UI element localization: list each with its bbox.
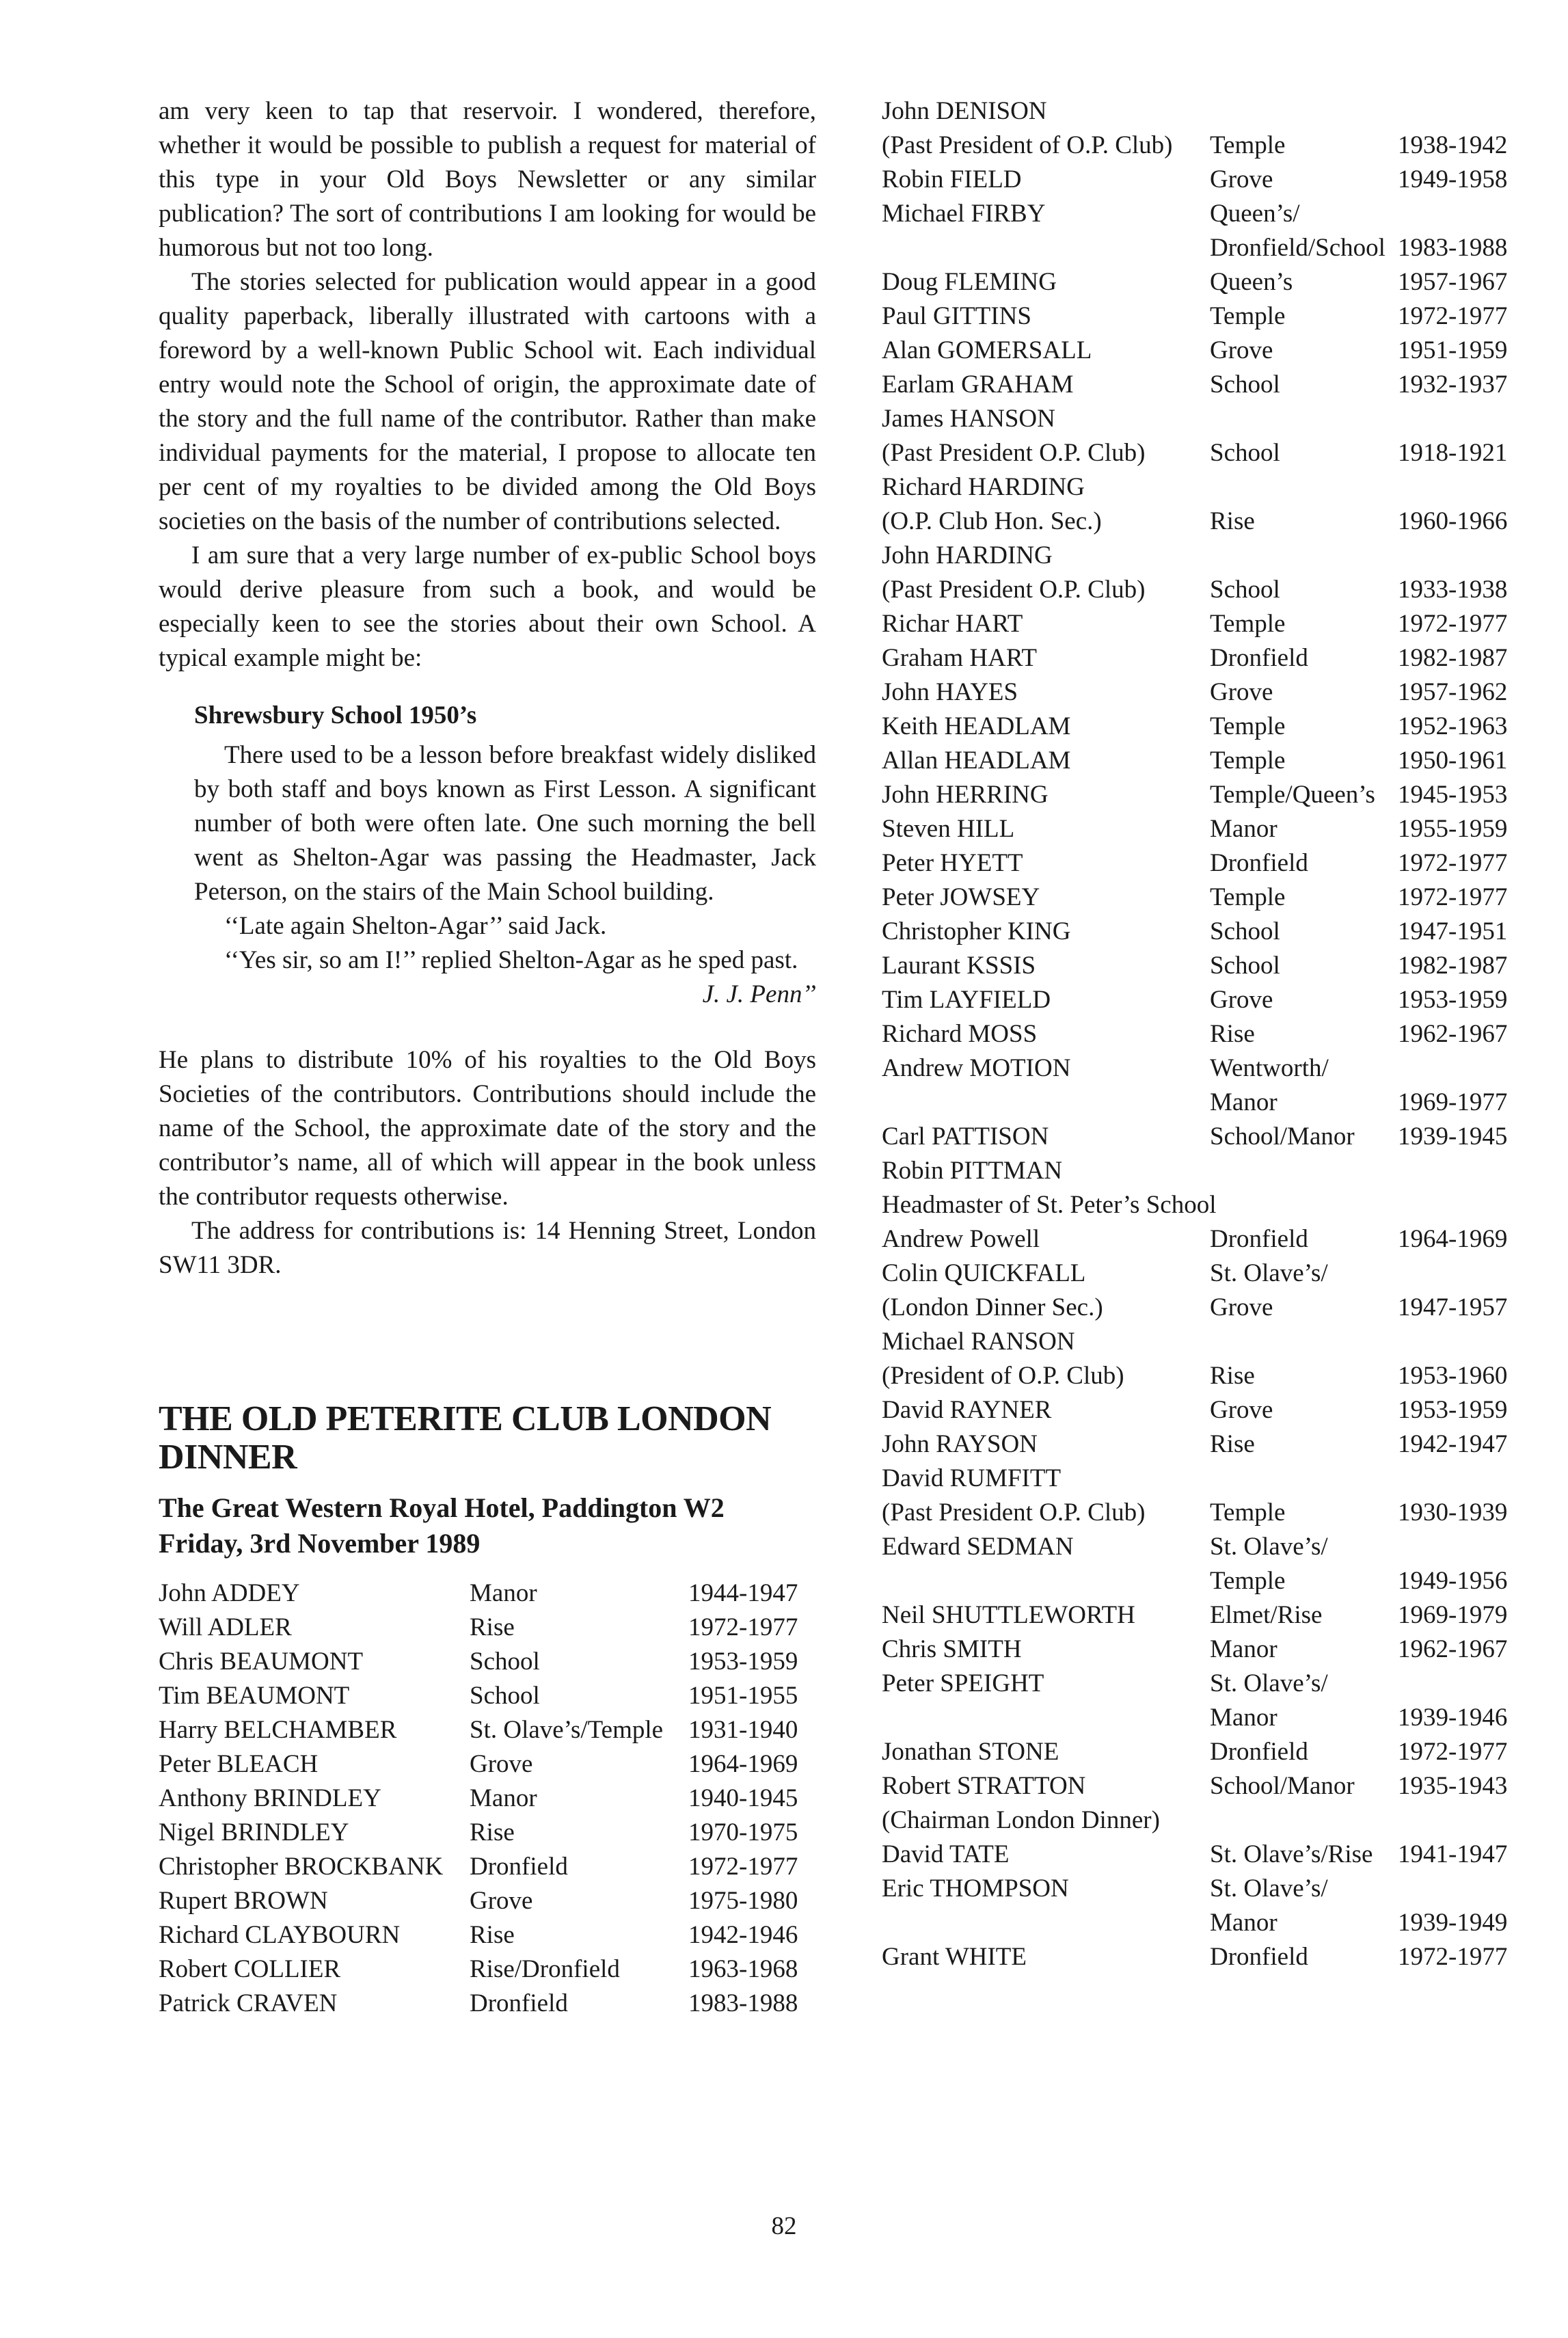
attendee-house: Temple	[1210, 747, 1286, 775]
attendee-years: 1951-1959	[1398, 336, 1508, 364]
attendee-years: 1945-1953	[1398, 781, 1508, 809]
attendee-house: Grove	[1210, 1293, 1273, 1321]
attendee-name: John HAYES	[882, 678, 1018, 706]
attendee-row	[159, 1952, 816, 1987]
attendee-house: Manor	[1210, 1909, 1278, 1937]
attendee-years: 1972-1977	[1398, 302, 1508, 330]
attendee-house: Temple	[1210, 883, 1286, 911]
attendee-years: 1955-1959	[1398, 815, 1508, 843]
attendee-years: 1972-1977	[1398, 883, 1508, 911]
attendee-house: Temple	[1210, 712, 1286, 740]
letter-paragraph-3: I am sure that a very large number of ex-public School boys would derive pleasure from such a book, and would be especially keen to see the stories about their own School. A typical example might be:	[159, 541, 816, 672]
attendee-row	[882, 1769, 1524, 1803]
attendee-name: Peter HYETT	[882, 849, 1023, 877]
attendee-name: Allan HEADLAM	[882, 747, 1071, 775]
attendee-years: 1972-1977	[1398, 849, 1508, 877]
example-story	[194, 699, 816, 1012]
attendee-row	[882, 539, 1524, 573]
attendee-house: School/Manor	[1210, 1772, 1355, 1800]
attendee-row	[882, 744, 1524, 778]
attendee-name: Robin FIELD	[882, 165, 1022, 193]
attendee-name: Tim LAYFIELD	[882, 986, 1051, 1014]
attendee-name: (O.P. Club Hon. Sec.)	[882, 507, 1102, 535]
attendee-years: 1972-1977	[688, 1853, 798, 1881]
attendee-house: Rise	[1210, 1430, 1255, 1458]
attendee-house: St. Olave’s/	[1210, 1259, 1328, 1287]
attendee-row	[882, 1496, 1524, 1530]
attendee-name: Headmaster of St. Peter’s School	[882, 1191, 1217, 1219]
attendee-years: 1949-1956	[1398, 1567, 1508, 1595]
attendee-house: Temple	[1210, 610, 1286, 638]
attendee-years: 1952-1963	[1398, 712, 1508, 740]
attendee-row	[882, 1803, 1524, 1838]
attendee-house: School	[1210, 439, 1280, 467]
attendee-house: Elmet/Rise	[1210, 1601, 1323, 1629]
attendee-years: 1953-1959	[1398, 1396, 1508, 1424]
attendee-house: Dronfield	[1210, 849, 1308, 877]
attendee-row	[882, 94, 1524, 129]
attendee-row	[159, 1713, 816, 1747]
attendee-years: 1940-1945	[688, 1784, 798, 1812]
attendee-row	[882, 1017, 1524, 1051]
closing-paragraph-2: The address for contributions is: 14 Henning Street, London SW11 3DR.	[159, 1217, 816, 1279]
attendee-row	[882, 915, 1524, 949]
attendee-row	[882, 299, 1524, 334]
attendee-house: Dronfield	[1210, 1738, 1308, 1766]
attendee-name: Michael RANSON	[882, 1328, 1075, 1356]
attendee-house: Dronfield	[1210, 644, 1308, 672]
attendee-name: Carl PATTISON	[882, 1123, 1049, 1151]
attendee-row	[882, 265, 1524, 299]
attendee-list-right	[882, 94, 1524, 1974]
attendee-name: John ADDEY	[159, 1579, 300, 1607]
attendee-name: Paul GITTINS	[882, 302, 1031, 330]
attendee-name: (Past President O.P. Club)	[882, 1499, 1146, 1527]
attendee-row	[882, 1598, 1524, 1632]
attendee-house: Grove	[470, 1887, 533, 1915]
attendee-house: School	[470, 1648, 540, 1676]
attendee-years: 1972-1977	[1398, 1738, 1508, 1766]
attendee-name: (Past President O.P. Club)	[882, 576, 1146, 604]
attendee-house: Manor	[470, 1579, 537, 1607]
attendee-name: Will ADLER	[159, 1613, 292, 1641]
attendee-years: 1947-1957	[1398, 1293, 1508, 1321]
attendee-row	[882, 129, 1524, 163]
attendee-name: Laurant KSSIS	[882, 952, 1036, 980]
attendee-row	[882, 1564, 1524, 1598]
attendee-years: 1942-1946	[688, 1921, 798, 1949]
attendee-name: Nigel BRINDLEY	[159, 1818, 349, 1846]
attendee-years: 1962-1967	[1398, 1635, 1508, 1663]
example-quote-2: ‘‘Yes sir, so am I!’’ replied Shelton-Agar as he sped past.	[224, 946, 798, 974]
attendee-row	[882, 1325, 1524, 1359]
attendee-house: Dronfield/School	[1210, 234, 1385, 262]
attendee-house: St. Olave’s/	[1210, 1875, 1328, 1903]
attendee-row	[882, 470, 1524, 505]
attendee-years: 1964-1969	[1398, 1225, 1508, 1253]
attendee-row	[159, 1645, 816, 1679]
attendee-name: Jonathan STONE	[882, 1738, 1059, 1766]
attendee-row	[882, 1427, 1524, 1462]
attendee-name: Tim BEAUMONT	[159, 1682, 350, 1710]
attendee-name: (President of O.P. Club)	[882, 1362, 1124, 1390]
attendee-name: Andrew MOTION	[882, 1054, 1071, 1082]
attendee-house: Rise	[470, 1613, 515, 1641]
attendee-name: Robin PITTMAN	[882, 1157, 1063, 1185]
attendee-house: Queen’s	[1210, 268, 1293, 296]
attendee-row	[882, 846, 1524, 881]
attendee-name: John RAYSON	[882, 1430, 1038, 1458]
attendee-house: St. Olave’s/Rise	[1210, 1840, 1373, 1868]
attendee-house: Dronfield	[470, 1989, 568, 2017]
attendee-row	[882, 607, 1524, 641]
attendee-name: Keith HEADLAM	[882, 712, 1071, 740]
attendee-house: Temple	[1210, 1567, 1286, 1595]
attendee-name: Peter JOWSEY	[882, 883, 1040, 911]
attendee-name: John HERRING	[882, 781, 1049, 809]
attendee-years: 1953-1959	[688, 1648, 798, 1676]
attendee-years: 1933-1938	[1398, 576, 1508, 604]
attendee-row	[882, 1188, 1524, 1222]
attendee-house: Grove	[1210, 165, 1273, 193]
attendee-house: Grove	[1210, 678, 1273, 706]
attendee-row	[159, 1918, 816, 1952]
attendee-name: Neil SHUTTLEWORTH	[882, 1601, 1135, 1629]
attendee-name: David RAYNER	[882, 1396, 1052, 1424]
attendee-name: (Past President of O.P. Club)	[882, 131, 1173, 159]
attendee-row	[882, 197, 1524, 231]
attendee-years: 1963-1968	[688, 1955, 798, 1983]
attendee-years: 1964-1969	[688, 1750, 798, 1778]
attendee-years: 1969-1977	[1398, 1088, 1508, 1116]
attendee-house: St. Olave’s/	[1210, 1533, 1328, 1561]
example-body: There used to be a lesson before breakfast widely disliked by both staff and boys known as First Lesson. A significant number of both were often late. One such morning the bell went as Shelton-Agar was passing the Headmaster, Jack Peterson, on the stairs of the Main School building.	[194, 741, 816, 906]
attendee-years: 1975-1980	[688, 1887, 798, 1915]
example-signature: J. J. Penn’’	[702, 980, 816, 1008]
attendee-row	[882, 163, 1524, 197]
attendee-house: Grove	[1210, 1396, 1273, 1424]
dinner-heading-line-1: THE OLD PETERITE CLUB LONDON	[159, 1399, 772, 1438]
attendee-row	[882, 402, 1524, 436]
attendee-row	[882, 505, 1524, 539]
attendee-house: Rise	[1210, 507, 1255, 535]
attendee-house: Manor	[1210, 1088, 1278, 1116]
attendee-row	[882, 710, 1524, 744]
attendee-house: Rise/Dronfield	[470, 1955, 620, 1983]
attendee-years: 1969-1979	[1398, 1601, 1508, 1629]
attendee-name: (Past President O.P. Club)	[882, 439, 1146, 467]
attendee-years: 1953-1959	[1398, 986, 1508, 1014]
attendee-row	[882, 1940, 1524, 1974]
attendee-name: Edward SEDMAN	[882, 1533, 1074, 1561]
attendee-years: 1957-1962	[1398, 678, 1508, 706]
attendee-row	[882, 573, 1524, 607]
attendee-name: Rupert BROWN	[159, 1887, 328, 1915]
attendee-years: 1949-1958	[1398, 165, 1508, 193]
attendee-years: 1947-1951	[1398, 917, 1508, 945]
attendee-name: Peter SPEIGHT	[882, 1669, 1044, 1697]
attendee-name: John HARDING	[882, 541, 1053, 569]
example-quote-1: ‘‘Late again Shelton-Agar’’ said Jack.	[224, 912, 607, 940]
attendee-house: Rise	[1210, 1362, 1255, 1390]
attendee-house: St. Olave’s/Temple	[470, 1716, 664, 1744]
attendee-years: 1962-1967	[1398, 1020, 1508, 1048]
attendee-years: 1941-1947	[1398, 1840, 1508, 1868]
attendee-house: Grove	[1210, 336, 1273, 364]
attendee-house: School	[470, 1682, 540, 1710]
attendee-house: Wentworth/	[1210, 1054, 1329, 1082]
attendee-name: Graham HART	[882, 644, 1037, 672]
attendee-years: 1935-1943	[1398, 1772, 1508, 1800]
attendee-house: St. Olave’s/	[1210, 1669, 1328, 1697]
attendee-name: Earlam GRAHAM	[882, 371, 1074, 399]
attendee-list-left	[159, 1576, 816, 2021]
attendee-row	[882, 1359, 1524, 1393]
attendee-name: Harry BELCHAMBER	[159, 1716, 397, 1744]
attendee-years: 1953-1960	[1398, 1362, 1508, 1390]
attendee-house: Manor	[470, 1784, 537, 1812]
attendee-row	[882, 1632, 1524, 1667]
attendee-years: 1918-1921	[1398, 439, 1508, 467]
attendee-house: Rise	[470, 1818, 515, 1846]
attendee-row	[882, 983, 1524, 1017]
attendee-name: Alan GOMERSALL	[882, 336, 1092, 364]
attendee-house: Manor	[1210, 815, 1278, 843]
attendee-name: Robert COLLIER	[159, 1955, 341, 1983]
example-title: Shrewsbury School 1950’s	[194, 701, 477, 729]
attendee-row	[882, 641, 1524, 675]
attendee-row	[882, 1462, 1524, 1496]
attendee-house: Grove	[1210, 986, 1273, 1014]
attendee-years: 1983-1988	[688, 1989, 798, 2017]
attendee-house: School/Manor	[1210, 1123, 1355, 1151]
attendee-row	[882, 881, 1524, 915]
attendee-row	[882, 368, 1524, 402]
attendee-row	[159, 1850, 816, 1884]
attendee-years: 1972-1977	[1398, 1943, 1508, 1971]
attendee-row	[882, 231, 1524, 265]
attendee-row	[882, 1530, 1524, 1564]
left-column	[159, 94, 816, 2021]
attendee-house: Rise	[470, 1921, 515, 1949]
attendee-name: Steven HILL	[882, 815, 1015, 843]
attendee-house: Manor	[1210, 1635, 1278, 1663]
attendee-name: Chris BEAUMONT	[159, 1648, 364, 1676]
attendee-name: Doug FLEMING	[882, 268, 1057, 296]
dinner-venue: The Great Western Royal Hotel, Paddington W2	[159, 1492, 725, 1523]
attendee-row	[882, 1120, 1524, 1154]
attendee-house: Manor	[1210, 1704, 1278, 1732]
attendee-years: 1930-1939	[1398, 1499, 1508, 1527]
attendee-row	[159, 1816, 816, 1850]
attendee-row	[882, 812, 1524, 846]
attendee-years: 1939-1949	[1398, 1909, 1508, 1937]
attendee-row	[882, 1257, 1524, 1291]
attendee-name: Michael FIRBY	[882, 200, 1046, 228]
attendee-row	[882, 1701, 1524, 1735]
attendee-row	[882, 1291, 1524, 1325]
attendee-row	[882, 1393, 1524, 1427]
attendee-years: 1951-1955	[688, 1682, 798, 1710]
attendee-years: 1982-1987	[1398, 644, 1508, 672]
attendee-name: Richard HARDING	[882, 473, 1085, 501]
attendee-house: School	[1210, 952, 1280, 980]
attendee-name: David TATE	[882, 1840, 1010, 1868]
attendee-years: 1939-1946	[1398, 1704, 1508, 1732]
attendee-name: John DENISON	[882, 97, 1047, 125]
attendee-name: Patrick CRAVEN	[159, 1989, 338, 2017]
attendee-name: Richard MOSS	[882, 1020, 1038, 1048]
attendee-row	[882, 1906, 1524, 1940]
attendee-years: 1972-1977	[1398, 610, 1508, 638]
attendee-name: (Chairman London Dinner)	[882, 1806, 1160, 1834]
attendee-years: 1939-1945	[1398, 1123, 1508, 1151]
attendee-house: Queen’s/	[1210, 200, 1300, 228]
attendee-name: Anthony BRINDLEY	[159, 1784, 381, 1812]
closing-paragraph-1: He plans to distribute 10% of his royalties to the Old Boys Societies of the contributors. Contributions should include the name of the School, the approximate date of the story and the contributor’s name, all of which will appear in the book unless the contributor requests otherwise.	[159, 1046, 816, 1211]
attendee-house: Temple	[1210, 1499, 1286, 1527]
attendee-years: 1960-1966	[1398, 507, 1508, 535]
attendee-years: 1957-1967	[1398, 268, 1508, 296]
attendee-name: Chris SMITH	[882, 1635, 1022, 1663]
attendee-house: School	[1210, 576, 1280, 604]
attendee-years: 1970-1975	[688, 1818, 798, 1846]
attendee-row	[159, 1576, 816, 1611]
attendee-house: Dronfield	[470, 1853, 568, 1881]
attendee-years: 1950-1961	[1398, 747, 1508, 775]
attendee-row	[882, 436, 1524, 470]
attendee-name: Christopher BROCKBANK	[159, 1853, 444, 1881]
attendee-name: Eric THOMPSON	[882, 1875, 1069, 1903]
attendee-house: School	[1210, 917, 1280, 945]
attendee-row	[159, 1679, 816, 1713]
attendee-row	[882, 1872, 1524, 1906]
attendee-row	[882, 1222, 1524, 1257]
attendee-house: Grove	[470, 1750, 533, 1778]
attendee-name: Robert STRATTON	[882, 1772, 1086, 1800]
attendee-years: 1931-1940	[688, 1716, 798, 1744]
attendee-row	[882, 334, 1524, 368]
page-number: 82	[771, 2212, 797, 2240]
attendee-name: Andrew Powell	[882, 1225, 1040, 1253]
attendee-house: Dronfield	[1210, 1943, 1308, 1971]
attendee-name: (London Dinner Sec.)	[882, 1293, 1103, 1321]
attendee-row	[882, 1735, 1524, 1769]
letter-paragraph-2: The stories selected for publication would appear in a good quality paperback, liberally illustrated with cartoons with a foreword by a well-known Public School wit. Each individual entry would note the School of origin, the approximate date of the story and the full name of the contributor. Rather than make individual payments for the material, I propose to allocate ten per cent of my royalties to be divided among the Old Boys societies on the basis of the number of contributions selected.	[159, 268, 816, 535]
attendee-years: 1942-1947	[1398, 1430, 1508, 1458]
right-column	[882, 94, 1524, 1974]
attendee-row	[882, 778, 1524, 812]
attendee-house: Temple	[1210, 131, 1286, 159]
attendee-years: 1982-1987	[1398, 952, 1508, 980]
attendee-house: Dronfield	[1210, 1225, 1308, 1253]
attendee-house: Rise	[1210, 1020, 1255, 1048]
attendee-row	[882, 1838, 1524, 1872]
attendee-name: Christopher KING	[882, 917, 1071, 945]
attendee-years: 1932-1937	[1398, 371, 1508, 399]
attendee-house: Temple/Queen’s	[1210, 781, 1375, 809]
attendee-name: David RUMFITT	[882, 1464, 1062, 1492]
attendee-name: Richard CLAYBOURN	[159, 1921, 401, 1949]
attendee-years: 1972-1977	[688, 1613, 798, 1641]
attendee-row	[882, 1086, 1524, 1120]
attendee-name: Grant WHITE	[882, 1943, 1027, 1971]
attendee-house: Temple	[1210, 302, 1286, 330]
attendee-row	[882, 675, 1524, 710]
attendee-name: Richar HART	[882, 610, 1023, 638]
attendee-row	[159, 1987, 816, 2021]
attendee-years: 1944-1947	[688, 1579, 798, 1607]
attendee-name: Peter BLEACH	[159, 1750, 319, 1778]
attendee-row	[882, 1667, 1524, 1701]
attendee-name: Colin QUICKFALL	[882, 1259, 1086, 1287]
attendee-row	[159, 1747, 816, 1782]
attendee-row	[159, 1782, 816, 1816]
attendee-name: James HANSON	[882, 405, 1055, 433]
attendee-row	[159, 1611, 816, 1645]
attendee-row	[882, 1154, 1524, 1188]
attendee-years: 1983-1988	[1398, 234, 1508, 262]
dinner-heading-line-2: DINNER	[159, 1438, 297, 1477]
attendee-house: School	[1210, 371, 1280, 399]
attendee-years: 1938-1942	[1398, 131, 1508, 159]
dinner-date: Friday, 3rd November 1989	[159, 1528, 481, 1559]
attendee-row	[159, 1884, 816, 1918]
attendee-row	[882, 1051, 1524, 1086]
attendee-row	[882, 949, 1524, 983]
letter-paragraph-1: am very keen to tap that reservoir. I wondered, therefore, whether it would be possible to publish a request for material of this type in your Old Boys Newsletter or any similar publication? The sort of contributions I am looking for would be humorous but not too long.	[159, 97, 816, 262]
